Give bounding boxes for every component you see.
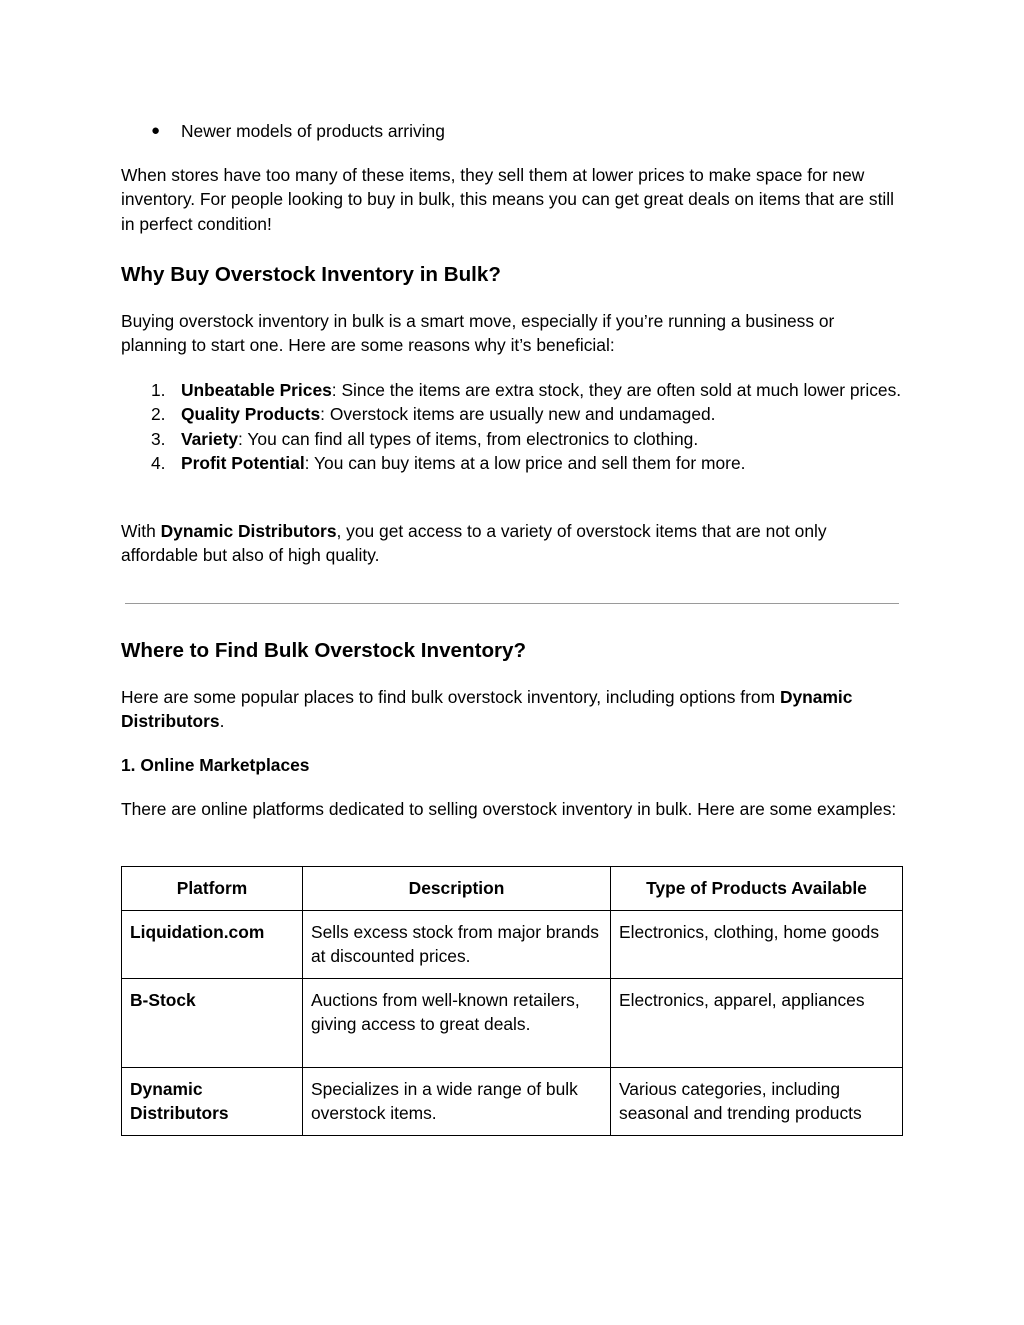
column-header: Platform [122,867,303,911]
section-heading-why: Why Buy Overstock Inventory in Bulk? [121,263,501,286]
why-intro-paragraph: Buying overstock inventory in bulk is a smart move, especially if you’re running a business or planning to start one. Here are some reasons why it’s beneficial: [121,311,835,356]
reason-text: : Since the items are extra stock, they are often sold at much lower prices. [331,380,902,400]
intro-suffix: . [219,711,225,732]
why-closing-paragraph [121,519,903,568]
platform-cell: Dynamic Distributors [122,1067,303,1135]
table-row [122,1067,903,1135]
reason-title: Profit Potential [181,453,305,474]
stores-paragraph: When stores have too many of these items, they sell them at lower prices to make space for new inventory. For people looking to buy in bulk, this means you can get great deals on items that are still in perfect condition! [121,165,895,234]
column-header: Description [303,867,611,911]
reason-text: : You can buy items at a low price and sell them for more. [304,453,746,474]
marketplaces-intro-paragraph: There are online platforms dedicated to selling overstock inventory in bulk. Here are some examples: [121,799,897,819]
list-number: 3. [151,428,166,449]
list-item [121,119,445,143]
reason-title: Variety [181,428,239,449]
list-item [121,378,903,402]
column-header: Type of Products Available [611,867,903,911]
table-row [122,911,903,979]
list-number: 1. [151,380,166,400]
table-header-row [122,867,903,911]
section-heading-where: Where to Find Bulk Overstock Inventory? [121,639,527,662]
products-cell: Various categories, including seasonal and trending products [611,1067,903,1135]
products-cell: Electronics, clothing, home goods [611,911,903,979]
closing-prefix: With [121,521,161,541]
closing-suffix: , you get access to a variety of overstock items that are not only affordable but also of high quality. [121,521,827,566]
list-item-text: Newer models of products arriving [181,121,445,141]
list-item [121,427,903,451]
list-item [121,402,903,426]
bullet-icon: ● [151,122,161,139]
description-cell: Auctions from well-known retailers, giving access to great deals. [303,978,611,1067]
description-cell: Sells excess stock from major brands at discounted prices. [303,911,611,979]
intro-prefix: Here are some popular places to find bulk overstock inventory, including options from [121,687,780,707]
list-item [121,451,903,475]
platform-cell: Liquidation.com [122,911,303,979]
brand-name: Dynamic Distributors [160,521,337,541]
horizontal-divider [125,603,899,604]
reason-title: Unbeatable Prices [181,380,332,400]
reason-title: Quality Products [181,404,321,425]
list-number: 2. [151,404,166,425]
reasons-list [121,378,903,476]
reason-text: : You can find all types of items, from electronics to clothing. [238,428,699,449]
products-cell: Electronics, apparel, appliances [611,978,903,1067]
brand-name: Dynamic Distributors [121,687,853,732]
description-cell: Specializes in a wide range of bulk overstock items. [303,1067,611,1135]
subheading-online-marketplaces: 1. Online Marketplaces [121,755,310,775]
list-number: 4. [151,453,166,474]
bullet-list [121,119,445,143]
platforms-table [121,866,903,1136]
table-row [122,978,903,1067]
platform-cell: B-Stock [122,978,303,1067]
where-intro-paragraph [121,685,903,734]
reason-text: : Overstock items are usually new and undamaged. [320,404,716,425]
